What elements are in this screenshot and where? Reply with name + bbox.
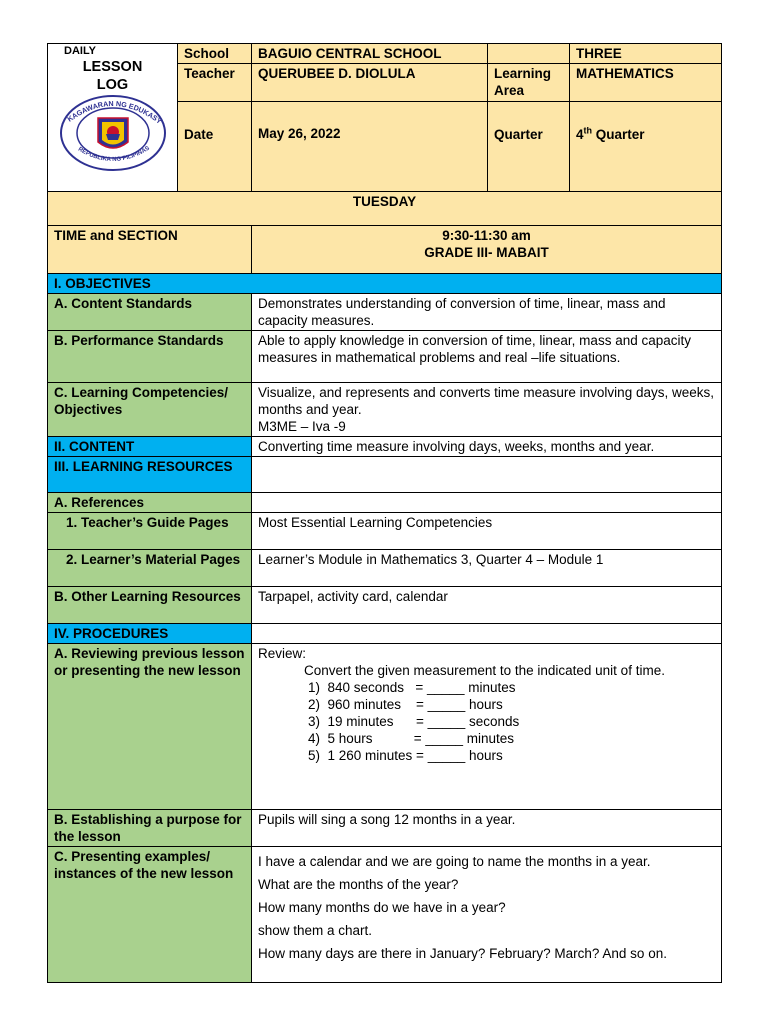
school-value: BAGUIO CENTRAL SCHOOL <box>252 44 488 64</box>
procedures-heading: IV. PROCEDURES <box>48 624 252 644</box>
lesson-log-document <box>47 43 721 983</box>
example-line: How many days are there in January? February? March? And so on. <box>258 946 667 961</box>
school-label: School <box>178 44 252 64</box>
examples-label: C. Presenting examples/ instances of the new lesson <box>48 847 252 983</box>
deped-seal-icon <box>58 94 168 172</box>
procedures-value <box>252 624 722 644</box>
other-resources-label: B. Other Learning Resources <box>48 587 252 624</box>
daily-label: DAILY <box>64 45 96 57</box>
learning-area-value: MATHEMATICS <box>570 64 722 102</box>
examples-content <box>252 847 722 983</box>
quarter-value: 4th Quarter <box>570 102 722 192</box>
resources-heading: III. LEARNING RESOURCES <box>48 457 252 493</box>
content-heading: II. CONTENT <box>48 437 252 457</box>
example-line: show them a chart. <box>258 923 373 938</box>
lesson-log-title: LESSON LOG <box>82 59 143 93</box>
review-item: 5) 1 260 minutes = _____ hours <box>308 748 503 763</box>
day-heading: TUESDAY <box>48 192 722 226</box>
review-item: 4) 5 hours = _____ minutes <box>308 731 514 746</box>
purpose-value: Pupils will sing a song 12 months in a year. <box>252 810 722 847</box>
example-line: I have a calendar and we are going to name the months in a year. <box>258 854 651 869</box>
teachers-guide-value: Most Essential Learning Competencies <box>252 513 722 550</box>
review-item: 1) 840 seconds = _____ minutes <box>308 680 516 695</box>
competencies-value: Visualize, and represents and converts time measure involving days, weeks, months and year. M3ME – Iva -9 <box>252 383 722 437</box>
review-item: 3) 19 minutes = _____ seconds <box>308 714 520 729</box>
quarter-label: Quarter <box>488 102 570 192</box>
review-title: Review: <box>258 646 307 661</box>
review-label: A. Reviewing previous lesson or presenting the new lesson <box>48 644 252 810</box>
review-content <box>252 644 722 810</box>
time-value: 9:30-11:30 am <box>442 228 531 243</box>
date-label: Date <box>178 102 252 192</box>
review-item: 2) 960 minutes = _____ hours <box>308 697 503 712</box>
learners-material-label: 2. Learner’s Material Pages <box>48 550 252 587</box>
lesson-log-table <box>47 43 722 983</box>
competencies-code: M3ME – Iva -9 <box>258 419 346 434</box>
references-label: A. References <box>48 493 252 513</box>
date-value: May 26, 2022 <box>252 102 488 192</box>
review-items <box>258 679 715 764</box>
logo-cell <box>48 44 178 192</box>
competencies-label: C. Learning Competencies/ Objectives <box>48 383 252 437</box>
time-section-label: TIME and SECTION <box>48 226 252 274</box>
svg-text:KAGAWARAN NG EDUKASYON: KAGAWARAN NG EDUKASY <box>64 98 164 126</box>
teacher-label: Teacher <box>178 64 252 102</box>
example-line: What are the months of the year? <box>258 877 459 892</box>
section-value: GRADE III- MABAIT <box>424 245 549 260</box>
learners-material-value: Learner’s Module in Mathematics 3, Quarter 4 – Module 1 <box>252 550 722 587</box>
time-section-value <box>252 226 722 274</box>
teacher-value: QUERUBEE D. DIOLULA <box>252 64 488 102</box>
grade-label-empty <box>488 44 570 64</box>
content-standards-value: Demonstrates understanding of conversion of time, linear, mass and capacity measures. <box>252 294 722 331</box>
resources-value <box>252 457 722 493</box>
content-value: Converting time measure involving days, weeks, months and year. <box>252 437 722 457</box>
purpose-label: B. Establishing a purpose for the lesson <box>48 810 252 847</box>
grade-level-value: THREE <box>570 44 722 64</box>
objectives-heading: I. OBJECTIVES <box>48 274 722 294</box>
review-instruction: Convert the given measurement to the indicated unit of time. <box>304 663 665 678</box>
teachers-guide-label: 1. Teacher’s Guide Pages <box>48 513 252 550</box>
other-resources-value: Tarpapel, activity card, calendar <box>252 587 722 624</box>
performance-standards-label: B. Performance Standards <box>48 331 252 383</box>
references-value <box>252 493 722 513</box>
content-standards-label: A. Content Standards <box>48 294 252 331</box>
performance-standards-value: Able to apply knowledge in conversion of time, linear, mass and capacity measures in mathematical problems and real –life situations. <box>252 331 722 383</box>
svg-text:REPUBLIKA NG PILIPINAS: REPUBLIKA NG PILIPINAS <box>76 145 151 164</box>
learning-area-label: Learning Area <box>488 64 570 102</box>
example-line: How many months do we have in a year? <box>258 900 506 915</box>
